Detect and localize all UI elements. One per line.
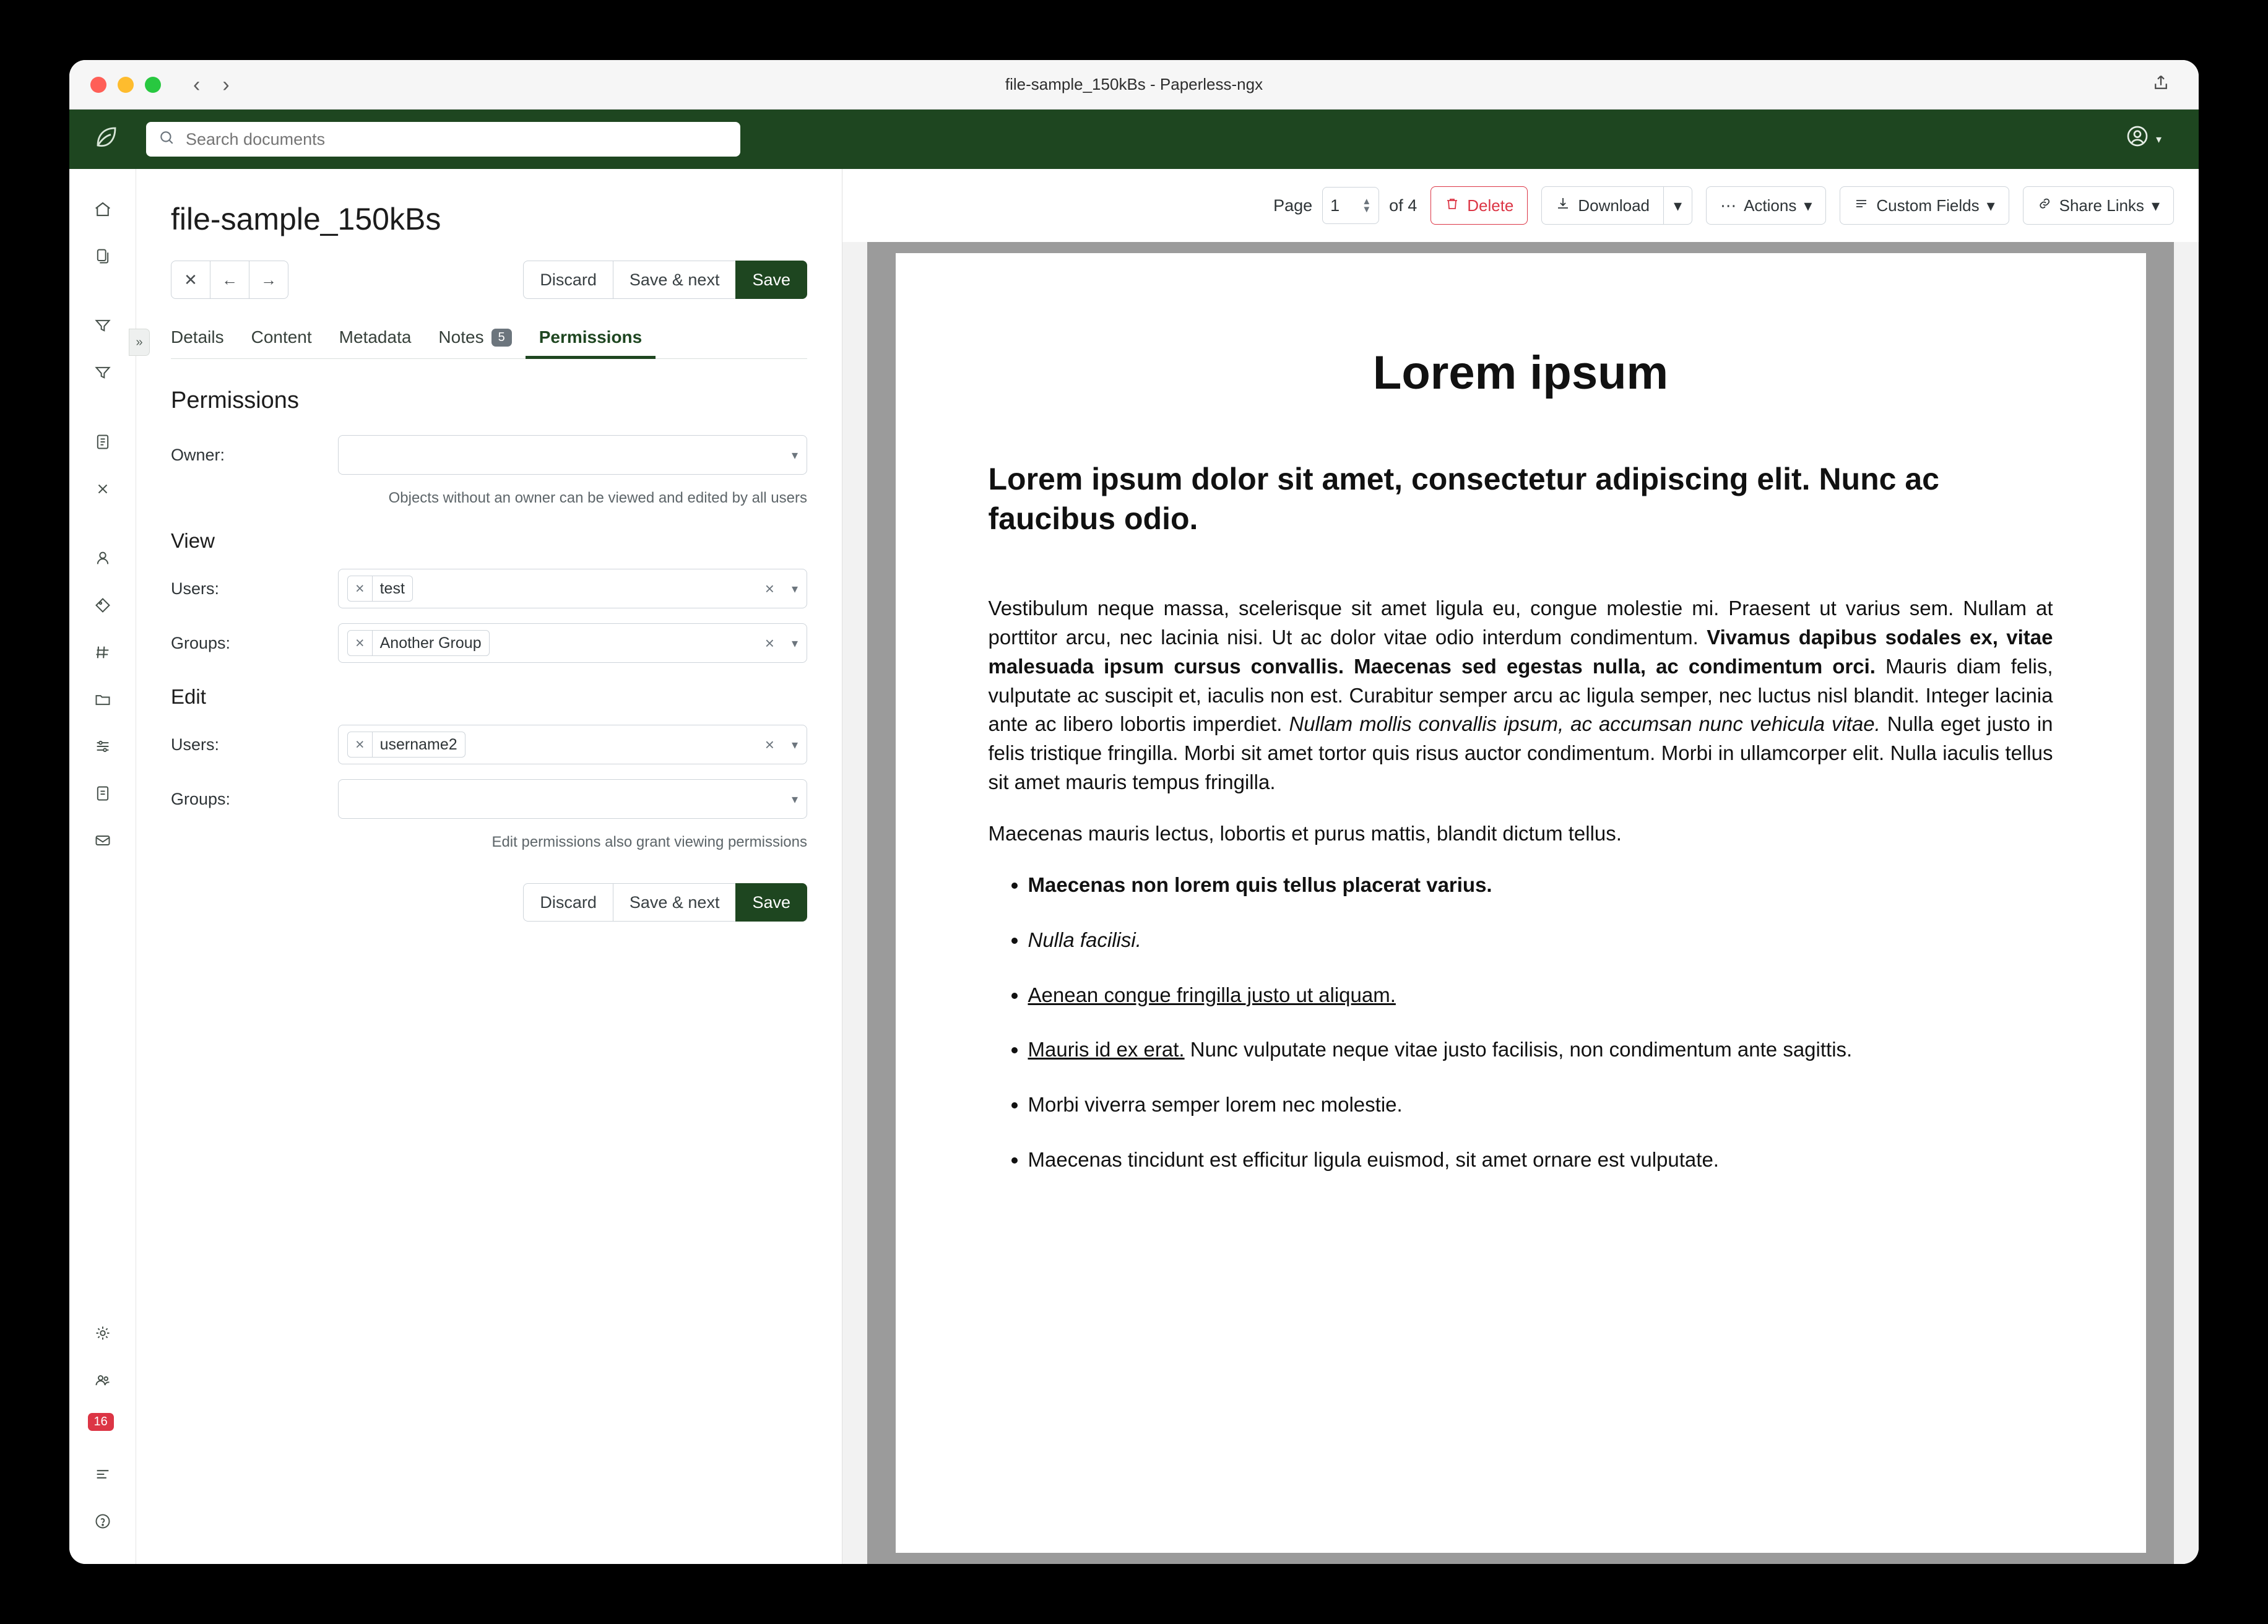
sidebar-item-close-document[interactable] [84, 470, 121, 508]
download-options-caret[interactable]: ▾ [1663, 186, 1692, 225]
bullet-4b: Nunc vulputate neque vitae justo facilisis, non condimentum ante sagittis. [1184, 1038, 1853, 1061]
search-box[interactable] [146, 122, 740, 157]
download-label: Download [1578, 196, 1650, 215]
bullet-5: Morbi viverra semper lorem nec molestie. [1028, 1093, 1403, 1116]
view-groups-row [171, 623, 807, 663]
p1e: Nulla eget justo in felis tristique fringilla. Morbi sit amet tortor quis risus auctor condimentum. Morbi in ullamcorper elit. Nulla iaculis tellus sit amet mauris tempus fringilla. [988, 712, 2053, 794]
tab-details-label: Details [171, 327, 224, 347]
pdf-viewer[interactable] [867, 242, 2174, 1564]
list-item [1028, 1091, 2053, 1120]
search-icon [158, 129, 175, 150]
maximize-window-button[interactable] [145, 77, 161, 93]
edit-groups-label: Groups: [171, 789, 231, 808]
page-label: Page [1273, 196, 1313, 215]
preview-paragraph-1 [989, 594, 2053, 797]
sidebar-item-mail[interactable] [84, 821, 121, 860]
sidebar-item-open-document[interactable] [84, 423, 121, 461]
sidebar-item-saved-view-1[interactable] [84, 306, 121, 345]
notes-count-badge: 5 [491, 329, 512, 347]
tab-notes[interactable] [425, 327, 525, 358]
p1b: Vivamus dapibus sodales ex, vitae malesuada ipsum cursus convallis. Maecenas sed egestas nulla, ac condimentum orci. [988, 625, 2053, 678]
p1a: Vestibulum neque massa, scelerisque sit amet ligula eu, congue molestie mi. Praesent ut varius sem. Nullam at porttitor arcu, nec lacinia nisi. Ut ac dolor vitae odio interdum condimentum. [988, 597, 2053, 649]
sidebar-item-custom-fields[interactable] [84, 727, 121, 766]
edit-helper-text: Edit permissions also grant viewing permissions [491, 834, 807, 850]
trash-icon [1445, 196, 1460, 215]
actions-label: Actions [1744, 196, 1797, 215]
sidebar-item-help[interactable] [84, 1502, 121, 1540]
edit-groups-row [171, 779, 807, 819]
document-nav-row [171, 261, 807, 299]
pdf-page [896, 253, 2146, 1553]
sidebar-item-correspondents[interactable] [84, 539, 121, 577]
forward-icon[interactable]: › [222, 72, 230, 97]
chip-label: test [379, 579, 405, 597]
custom-fields-button[interactable] [1840, 186, 2009, 225]
owner-field-row [171, 435, 807, 475]
list-icon [1854, 196, 1869, 215]
save-button-bottom[interactable]: Save [735, 883, 807, 922]
close-document-button[interactable]: ✕ [171, 261, 210, 299]
page-navigator [1273, 187, 1417, 224]
delete-button[interactable] [1430, 186, 1528, 225]
save-buttons-bottom [171, 883, 807, 922]
chip-remove-icon[interactable]: × [348, 732, 373, 757]
bullet-6: Maecenas tincidunt est efficitur ligula euismod, sit amet ornare est vulputate. [1028, 1148, 1719, 1172]
preview-toolbar [842, 169, 2199, 242]
tab-permissions-label: Permissions [539, 327, 643, 347]
download-icon [1556, 196, 1570, 215]
document-nav-buttons[interactable] [171, 261, 288, 299]
user-circle-icon[interactable] [2125, 124, 2150, 155]
preview-paragraph-2: Maecenas mauris lectus, lobortis et purus mattis, blandit dictum tellus. [988, 822, 1622, 845]
sidebar [69, 169, 143, 1564]
edit-heading: Edit [171, 685, 206, 708]
list-item [1028, 1146, 2053, 1175]
chip-view-user[interactable] [347, 576, 413, 602]
link-icon [2037, 196, 2052, 215]
list-item [1028, 871, 2053, 900]
search-input[interactable] [184, 129, 728, 150]
discard-button-top[interactable]: Discard [523, 261, 613, 299]
clear-icon[interactable]: × [764, 633, 774, 652]
tab-content[interactable] [238, 327, 326, 358]
p1d: Nullam mollis convallis ipsum, ac accumsan nunc vehicula vitae. [1289, 712, 1881, 736]
page-stepper-icon[interactable]: ▲ ▼ [1362, 196, 1372, 215]
chevron-down-icon[interactable]: ▾ [791, 636, 798, 650]
actions-button[interactable] [1706, 186, 1826, 225]
sidebar-item-logs[interactable] [84, 1455, 121, 1493]
user-menu[interactable] [2125, 124, 2162, 155]
view-users-label: Users: [171, 579, 220, 598]
close-window-button[interactable] [90, 77, 106, 93]
sidebar-collapse-icon[interactable]: » [129, 329, 150, 356]
app-header [69, 110, 2199, 169]
save-and-next-button-bottom[interactable]: Save & next [613, 883, 737, 922]
chevron-down-icon: ▾ [1804, 196, 1812, 215]
bullet-4a: Mauris id ex erat. [1028, 1038, 1185, 1061]
sidebar-item-file-tasks[interactable] [84, 774, 121, 813]
previous-document-button[interactable]: ← [210, 261, 249, 299]
bullet-2: Nulla facilisi. [1028, 928, 1141, 951]
bullet-3: Aenean congue fringilla justo ut aliquam. [1028, 983, 1396, 1006]
page-title: file-sample_150kBs [171, 202, 441, 236]
edit-users-label: Users: [171, 735, 220, 754]
preview-title: Lorem ipsum [1372, 347, 1669, 399]
document-preview-pane [842, 169, 2199, 1564]
back-icon[interactable]: ‹ [193, 72, 201, 97]
sidebar-item-settings[interactable] [84, 1314, 121, 1352]
sidebar-bottom [84, 1314, 121, 1564]
document-edit-pane [136, 169, 842, 1564]
document-tabs [171, 327, 807, 359]
owner-select[interactable] [338, 435, 807, 475]
view-groups-select[interactable] [338, 623, 807, 663]
clear-icon[interactable]: × [764, 579, 774, 598]
discard-button-bottom[interactable]: Discard [523, 883, 613, 922]
window-title: file-sample_150kBs - Paperless-ngx [1005, 75, 1263, 93]
edit-groups-select[interactable] [338, 779, 807, 819]
chip-remove-icon[interactable]: × [348, 576, 373, 601]
sidebar-item-document-types[interactable] [84, 633, 121, 672]
list-item [1028, 981, 2053, 1010]
owner-helper-text: Objects without an owner can be viewed and edited by all users [388, 490, 807, 506]
chip-label: username2 [379, 735, 457, 753]
custom-fields-label: Custom Fields [1876, 196, 1980, 215]
chip-label: Another Group [379, 634, 482, 652]
chevron-down-icon[interactable]: ▾ [791, 448, 798, 462]
app-body [69, 169, 2199, 1564]
delete-label: Delete [1467, 196, 1514, 215]
chevron-down-icon[interactable]: ▾ [2155, 132, 2162, 145]
tab-metadata-label: Metadata [339, 327, 412, 347]
browser-navigation[interactable] [193, 74, 230, 95]
share-links-label: Share Links [2059, 196, 2144, 215]
save-button-group-bottom[interactable] [524, 883, 807, 922]
sidebar-item-tags[interactable] [84, 586, 121, 624]
sidebar-item-users-and-groups[interactable] [84, 1361, 121, 1399]
chevron-down-icon: ▾ [1986, 196, 1995, 215]
edit-users-row [171, 725, 807, 764]
download-button[interactable] [1541, 186, 1664, 225]
save-buttons-top[interactable] [524, 261, 807, 299]
clear-icon[interactable]: × [764, 735, 774, 754]
tab-content-label: Content [251, 327, 312, 347]
window-controls[interactable] [90, 77, 161, 93]
chevron-down-icon: ▾ [2151, 196, 2160, 215]
p1c: Mauris diam felis, vulputate ac suscipit et, iaculis non est. Curabitur semper arcu ac ligula semper, nec luctus nisl blandit. Integer lacinia ante ac libero lobortis imperdiet. [988, 654, 2053, 736]
permissions-heading: Permissions [171, 387, 299, 413]
share-links-button[interactable] [2023, 186, 2174, 225]
view-heading: View [171, 529, 215, 552]
chip-edit-user[interactable] [347, 732, 465, 758]
tab-notes-label: Notes [438, 327, 484, 347]
sidebar-item-saved-view-2[interactable] [84, 353, 121, 392]
preview-bullet-list [989, 871, 2053, 1175]
sidebar-item-documents[interactable] [84, 237, 121, 275]
ellipsis-icon: ⋯ [1720, 196, 1737, 215]
tab-details[interactable] [171, 327, 238, 358]
minimize-window-button[interactable] [118, 77, 134, 93]
share-icon[interactable] [2152, 72, 2170, 97]
list-item [1028, 926, 2053, 955]
preview-subtitle: Lorem ipsum dolor sit amet, consectetur adipiscing elit. Nunc ac faucibus odio. [988, 462, 1939, 536]
chevron-down-icon[interactable]: ▾ [791, 792, 798, 806]
page-number-value: 1 [1330, 196, 1340, 215]
view-users-select[interactable] [338, 569, 807, 608]
list-item [1028, 1035, 2053, 1065]
edit-users-select[interactable] [338, 725, 807, 764]
chevron-down-icon[interactable]: ▾ [791, 582, 798, 596]
sidebar-item-dashboard[interactable] [84, 190, 121, 228]
save-and-next-button-top[interactable]: Save & next [613, 261, 737, 299]
bullet-1: Maecenas non lorem quis tellus placerat varius. [1028, 873, 1492, 896]
download-split-button[interactable] [1541, 186, 1692, 225]
save-button-top[interactable]: Save [735, 261, 807, 299]
view-users-row [171, 569, 807, 608]
chip-view-group[interactable] [347, 630, 490, 656]
notification-badge: 16 [88, 1413, 114, 1431]
view-groups-label: Groups: [171, 633, 231, 652]
page-number-input[interactable] [1322, 187, 1379, 224]
chevron-down-icon[interactable]: ▾ [791, 738, 798, 752]
next-document-button[interactable]: → [249, 261, 288, 299]
chip-remove-icon[interactable]: × [348, 631, 373, 655]
app-window [69, 60, 2199, 1564]
sidebar-item-notifications[interactable] [84, 1408, 121, 1446]
tab-permissions[interactable] [526, 327, 656, 358]
page-total-label: of 4 [1389, 196, 1418, 215]
window-titlebar [69, 60, 2199, 110]
tab-metadata[interactable] [326, 327, 425, 358]
sidebar-item-storage-paths[interactable] [84, 680, 121, 719]
leaf-icon[interactable] [88, 124, 125, 155]
owner-label: Owner: [171, 445, 225, 464]
